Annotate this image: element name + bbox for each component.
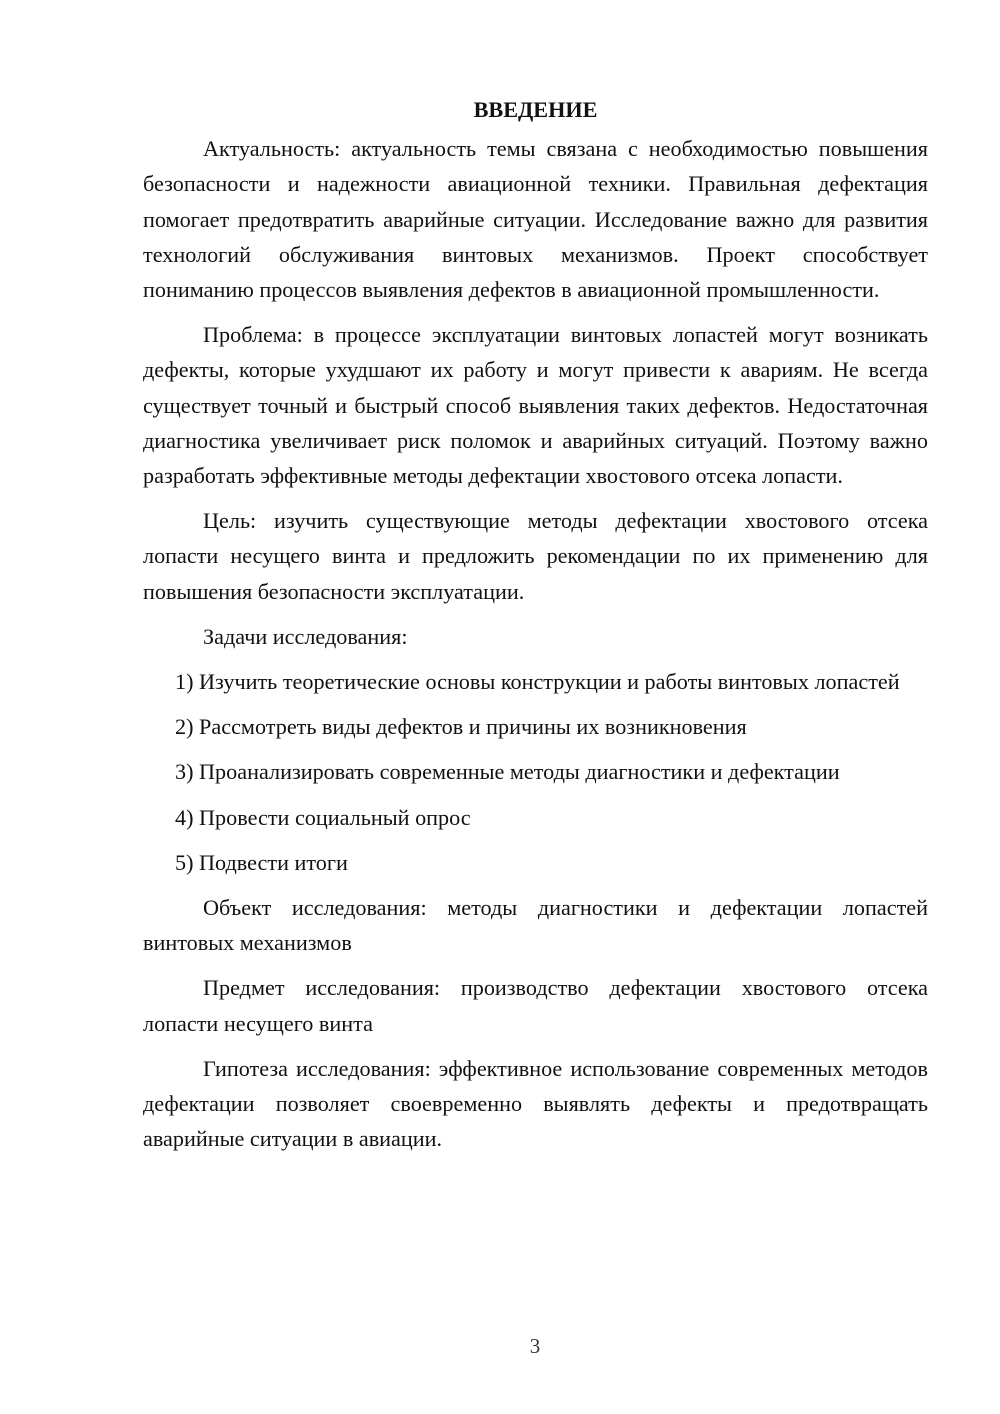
object-paragraph: Объект исследования: методы диагностики и дефектации лопастей винтовых механизмов <box>143 895 928 956</box>
tasks-heading: Задачи исследования: <box>203 623 408 649</box>
hypothesis-paragraph: Гипотеза исследования: эффективное использование современных методов дефектации позволяет своевременно выявлять дефекты и предотвращать аварийные ситуации в авиации. <box>143 1055 928 1152</box>
goal-paragraph: Цель: изучить существующие методы дефектации хвостового отсека лопасти несущего винта и предложить рекомендации по их применению для повышения безопасности эксплуатации. <box>143 508 928 604</box>
problem-paragraph: Проблема: в процессе эксплуатации винтовых лопастей могут возникать дефекты, которые ухудшают их работу и могут привести к авариям. Не всегда существует точный и быстрый способ выявления таких дефектов. Недостаточная диагностика увеличивает риск поломок и аварийных ситуаций. Поэтому важно разработать эффективные методы дефектации хвостового отсека лопасти. <box>143 322 928 489</box>
task-item-2: 2) Рассмотреть виды дефектов и причины их возникновения <box>175 714 747 740</box>
task-item-3: 3) Проанализировать современные методы диагностики и дефектации <box>175 759 840 785</box>
document-page <box>143 92 928 1166</box>
task-item-4: 4) Провести социальный опрос <box>175 804 471 830</box>
subject-paragraph: Предмет исследования: производство дефектации хвостового отсека лопасти несущего винта <box>143 975 928 1036</box>
section-title: ВВЕДЕНИЕ <box>473 97 598 122</box>
task-item-5: 5) Подвести итоги <box>175 849 348 875</box>
task-item-1: 1) Изучить теоретические основы конструкции и работы винтовых лопастей <box>175 669 900 695</box>
relevance-paragraph: Актуальность: актуальность темы связана с необходимостью повышения безопасности и надежности авиационной техники. Правильная дефектация помогает предотвратить аварийные ситуации. Исследование важно для развития технологий обслуживания винтовых механизмов. Проект способствует пониманию процессов выявления дефектов в авиационной промышленности. <box>143 136 928 303</box>
page-number: 3 <box>529 1334 541 1358</box>
